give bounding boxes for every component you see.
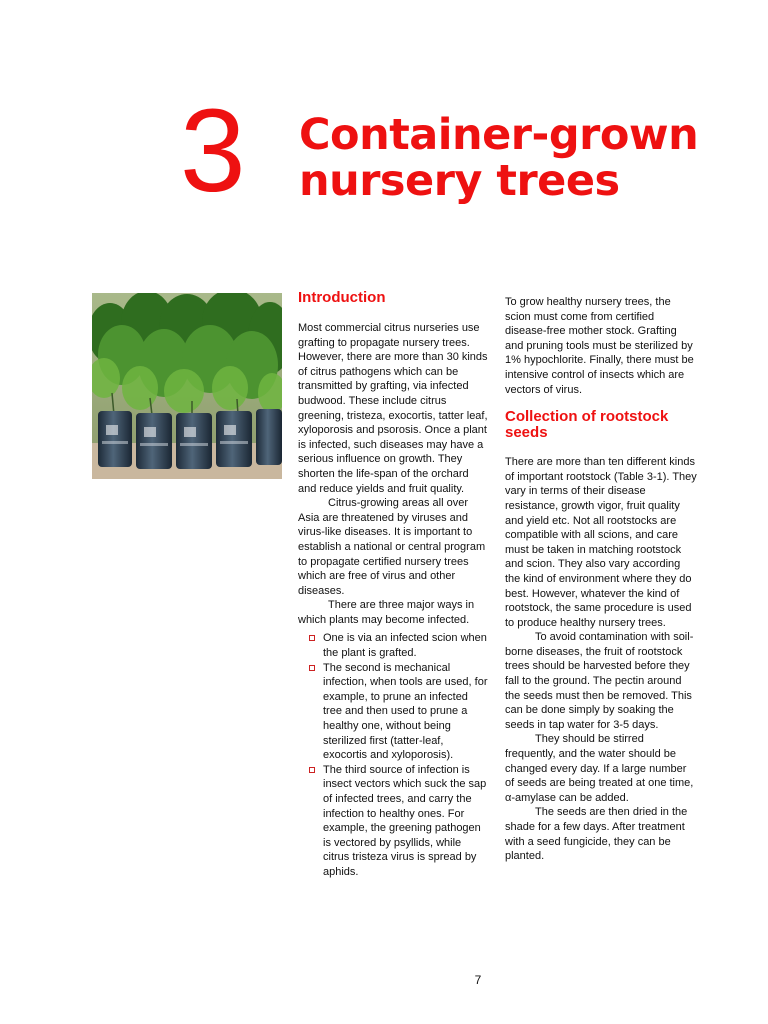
rootstock-paragraph-3: They should be stirred frequently, and the water should be changed every day. If a large number of seeds are being treated at one time, α-amylase can be added.: [505, 733, 694, 804]
introduction-heading: Introduction: [298, 289, 386, 306]
right-column: [505, 295, 697, 864]
chapter-title-line-1: Container-grown: [299, 110, 699, 160]
rootstock-paragraph-1: There are more than ten different kinds of important rootstock (Table 3-1). They vary in terms of their disease resistance, growth vigor, fruit quality and yield etc. Not all rootstocks are compatible with all scions, and care must be taken in matching rootstock and scion. They also vary according the kind of environment where they do best. However, whatever the kind of rootstock, the same procedure is used to produce healthy nursery trees.: [505, 456, 697, 629]
list-item: [308, 661, 488, 763]
rootstock-paragraph-4: The seeds are then dried in the shade for a few days. After treatment with a seed fungicide, they can be planted.: [505, 806, 688, 863]
chapter-title: [299, 112, 759, 204]
list-item-text: The second is mechanical infection, when tools are used, for example, to prune an infected tree and then used to prune a healthy one, without being sterilized first (tatter-leaf, exocortis and xyloporosis).: [323, 661, 488, 762]
square-bullet-icon: [309, 635, 315, 641]
left-column: [298, 290, 488, 880]
intro-paragraph-1: Most commercial citrus nurseries use grafting to propagate nursery trees. However, there are more than 30 kinds of citrus pathogens which can be transmitted by grafting, via infected budwood. These include citrus greening, tristeza, exocortis, tatter leaf, xyloporosis and psorosis. Once a plant is infected, such diseases may have a serious influence on growth. They shorten the life-span of the orchard and reduce yields and fruit quality.: [298, 322, 488, 495]
chapter-number: 3: [180, 85, 246, 217]
square-bullet-icon: [309, 665, 315, 671]
intro-paragraph-3: There are three major ways in which plants may become infected.: [298, 599, 475, 626]
list-item-text: The third source of infection is insect vectors which suck the sap of infected trees, and carry the infection to healthy ones. For example, the greening pathogen is vectored by psyllids, while citrus tristeza virus is spread by aphids.: [323, 763, 487, 878]
list-item: [308, 763, 488, 880]
potted-citrus-seedlings-photo: [92, 293, 282, 479]
chapter-title-line-2: nursery trees: [299, 156, 620, 206]
list-item: [308, 631, 488, 660]
infection-ways-list: [298, 631, 488, 879]
list-item-text: One is via an infected scion when the plant is grafted.: [323, 632, 487, 660]
rootstock-paragraph-2: To avoid contamination with soil-borne diseases, the fruit of rootstock trees should be harvested before they fall to the ground. The pectin around the seeds must then be removed. This can be done simply by soaking the seeds in tap water for 3-5 days.: [505, 631, 694, 731]
square-bullet-icon: [309, 767, 315, 773]
healthy-trees-paragraph: To grow healthy nursery trees, the scion must come from certified disease-free mother stock. Grafting and pruning tools must be sterilized by 1% hypochlorite. Finally, there must be intensive control of insects which are vectors of virus.: [505, 296, 694, 396]
rootstock-seeds-heading: Collection of rootstock seeds: [505, 408, 669, 442]
page-number: 7: [474, 973, 482, 987]
intro-paragraph-2: Citrus-growing areas all over Asia are threatened by viruses and virus-like diseases. It is important to establish a national or central program to propagate certified nursery trees which are free of virus and other diseases.: [298, 497, 486, 597]
